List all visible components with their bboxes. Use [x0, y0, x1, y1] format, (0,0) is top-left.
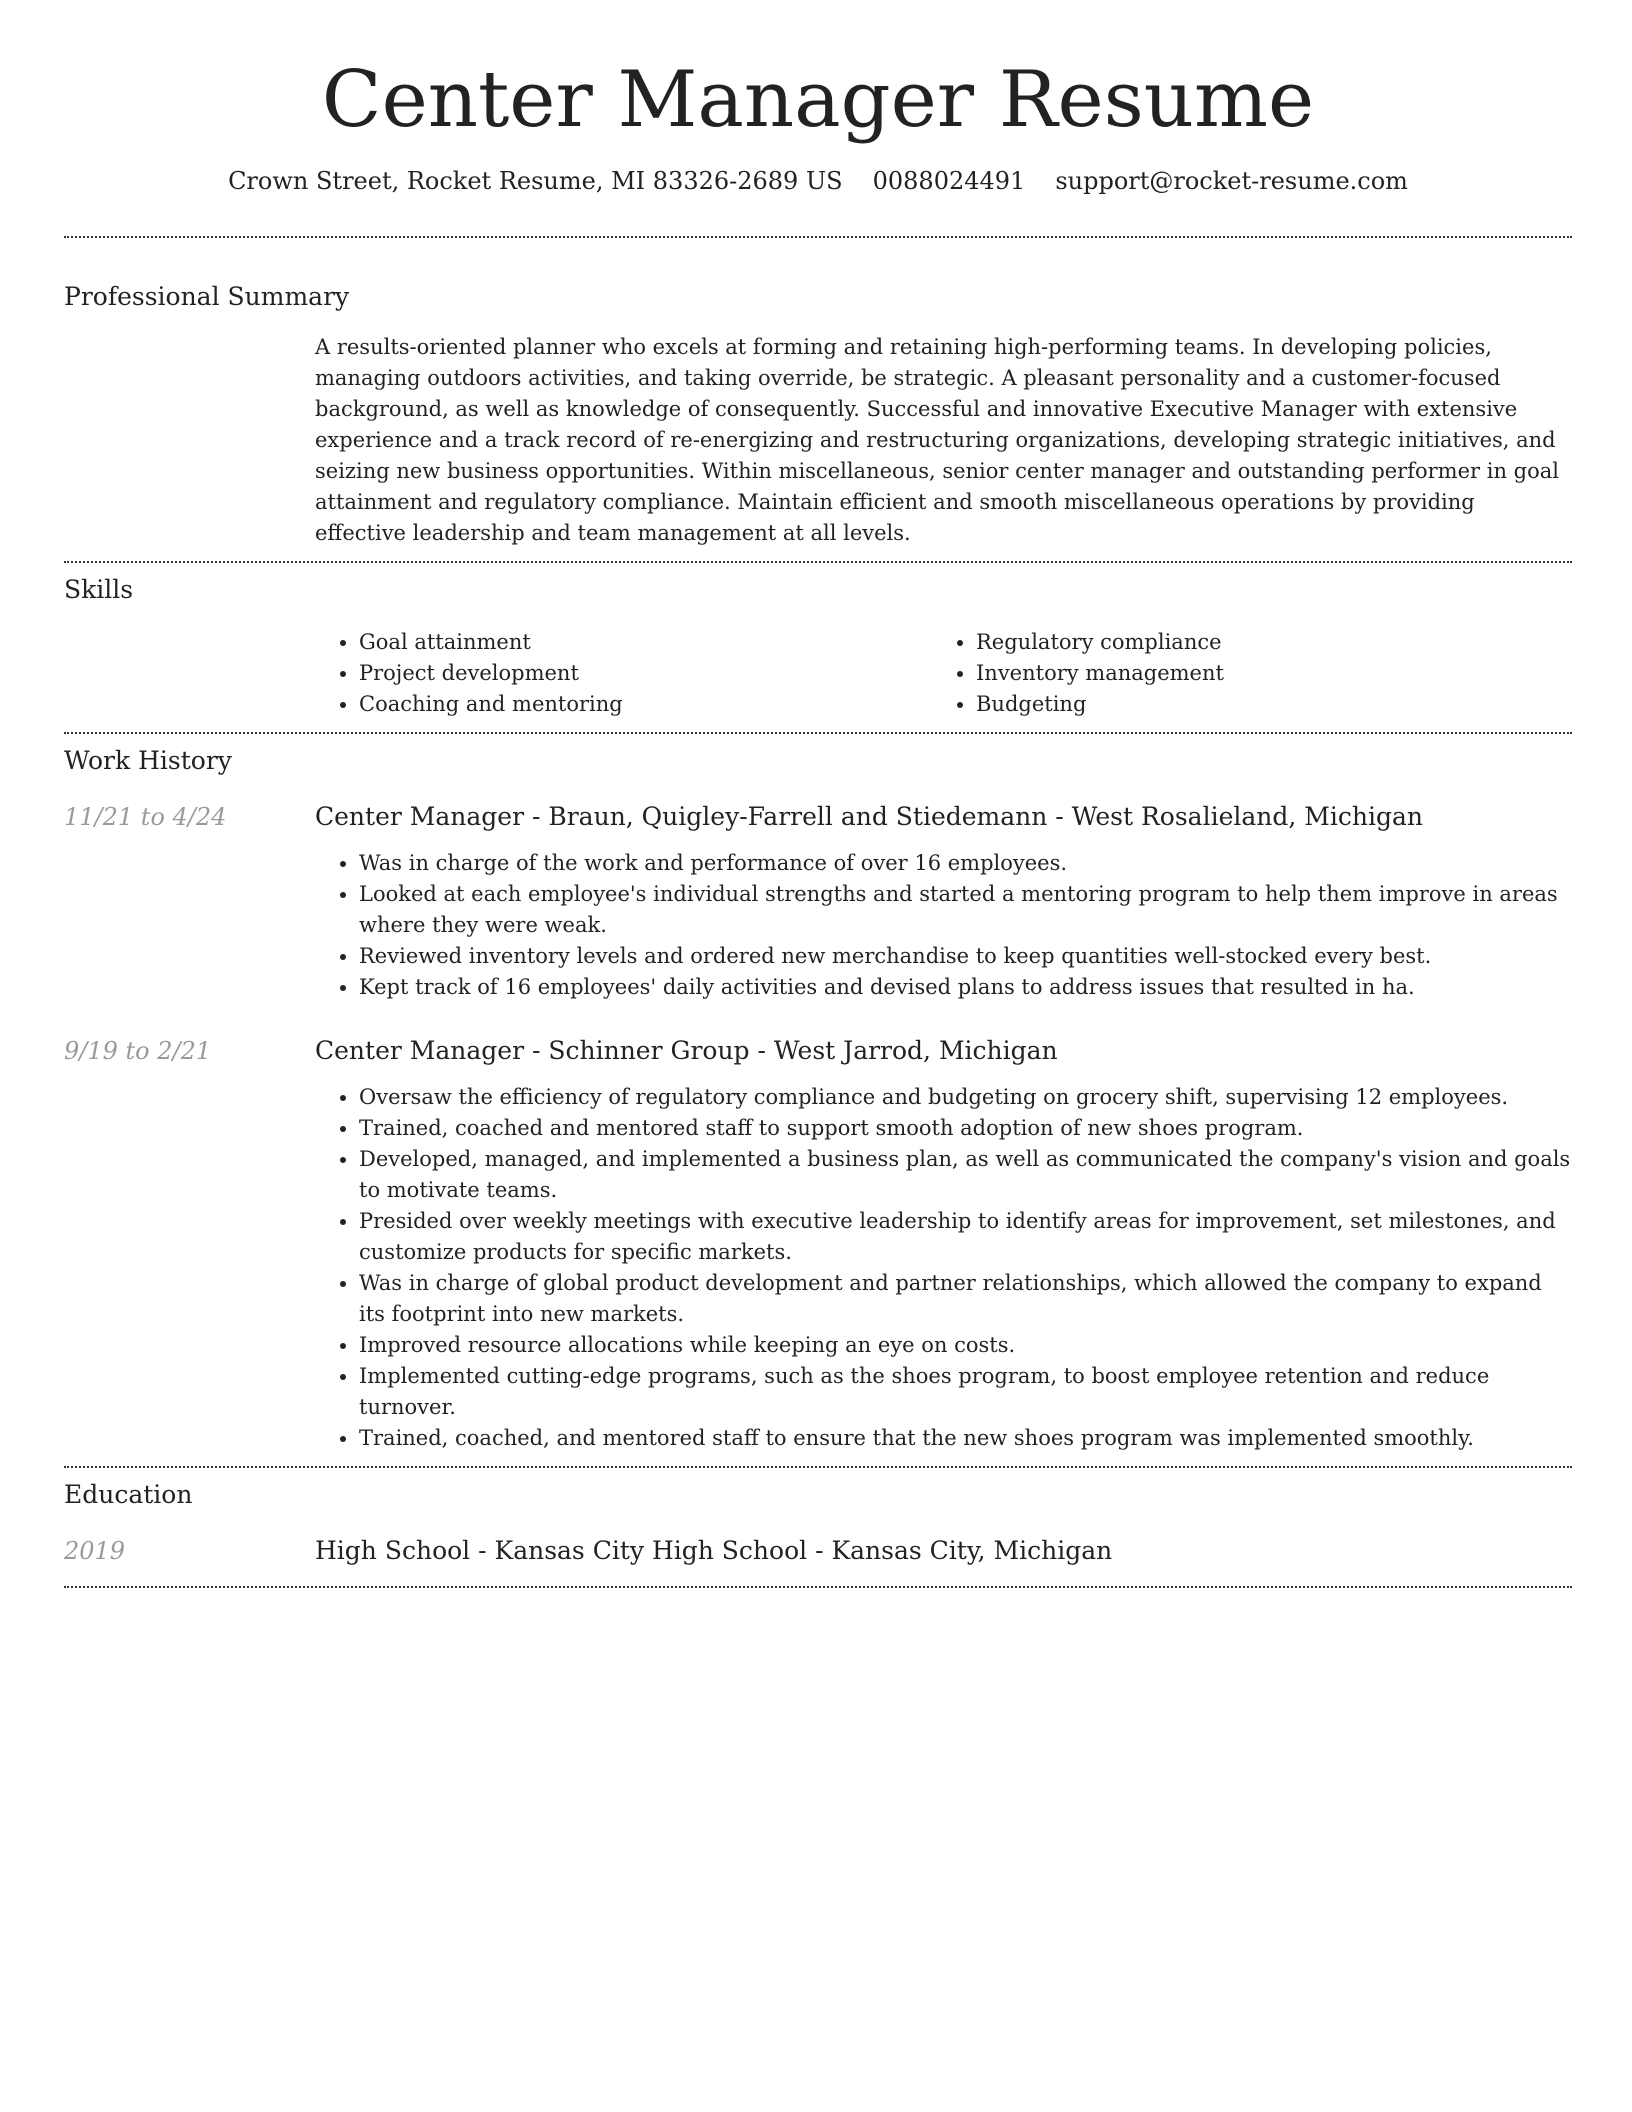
summary-section	[64, 280, 1572, 549]
job-bullets	[315, 1082, 1572, 1454]
education-year: 2019	[64, 1537, 126, 1565]
skill-item: • Project development	[359, 658, 932, 689]
skill-item: • Inventory management	[976, 658, 1549, 689]
job-bullets	[315, 848, 1572, 1003]
summary-heading: Professional Summary	[64, 282, 350, 311]
contact-line	[64, 164, 1572, 198]
divider	[64, 1586, 1572, 1588]
job-bullet: • Reviewed inventory levels and ordered new merchandise to keep quantities well-stocked every best.	[359, 941, 1572, 972]
job-bullet: • Improved resource allocations while keeping an eye on costs.	[359, 1330, 1572, 1361]
divider	[64, 1466, 1572, 1468]
job-bullet: • Trained, coached, and mentored staff to ensure that the new shoes program was implemented smoothly.	[359, 1423, 1572, 1454]
job-bullet: • Kept track of 16 employees' daily activities and devised plans to address issues that resulted in ha.	[359, 972, 1572, 1003]
skill-item: • Goal attainment	[359, 627, 932, 658]
divider	[64, 732, 1572, 734]
divider	[64, 561, 1572, 563]
education-title: High School - Kansas City High School - Kansas City, Michigan	[315, 1536, 1113, 1565]
resume-page	[64, 0, 1572, 1588]
job-bullet: • Was in charge of global product development and partner relationships, which allowed the company to expand its footprint into new markets.	[359, 1268, 1572, 1330]
job-entry	[64, 1034, 1572, 1454]
job-entry	[64, 800, 1572, 1003]
work-heading: Work History	[64, 746, 232, 775]
job-bullet: • Was in charge of the work and performance of over 16 employees.	[359, 848, 1572, 879]
skill-item: • Regulatory compliance	[976, 627, 1549, 658]
contact-address: Crown Street, Rocket Resume, MI 83326-2689 US	[228, 167, 843, 195]
skills-heading: Skills	[64, 575, 134, 604]
resume-title: Center Manager Resume	[321, 55, 1315, 145]
summary-text: A results-oriented planner who excels at forming and retaining high-performing teams. In developing policies, managing outdoors activities, and taking override, be strategic. A pleasant personality and a customer-focused background, as well as knowledge of consequently. Successful and innovative Executive Manager with extensive experience and a track record of re-energizing and restructuring organizations, developing strategic initiatives, and seizing new business opportunities. Within miscellaneous, senior center manager and outstanding performer in goal attainment and regulatory compliance. Maintain efficient and smooth miscellaneous operations by providing effective leadership and team management at all levels.	[315, 335, 1559, 545]
skill-item: • Coaching and mentoring	[359, 689, 932, 720]
job-bullet: • Presided over weekly meetings with executive leadership to identify areas for improvement, set milestones, and customize products for specific markets.	[359, 1206, 1572, 1268]
job-bullet: • Oversaw the efficiency of regulatory compliance and budgeting on grocery shift, supervising 12 employees.	[359, 1082, 1572, 1113]
skills-list	[315, 627, 1572, 720]
contact-email: support@rocket-resume.com	[1055, 167, 1408, 195]
job-dates: 9/19 to 2/21	[64, 1037, 212, 1065]
education-section	[64, 1478, 1572, 1568]
education-entry	[64, 1534, 1572, 1568]
job-dates: 11/21 to 4/24	[64, 803, 227, 831]
job-title: Center Manager - Schinner Group - West Jarrod, Michigan	[315, 1036, 1058, 1065]
contact-phone: 0088024491	[872, 167, 1026, 195]
job-bullet: • Developed, managed, and implemented a business plan, as well as communicated the company's vision and goals to motivate teams.	[359, 1144, 1572, 1206]
divider	[64, 236, 1572, 238]
education-heading: Education	[64, 1480, 193, 1509]
work-section	[64, 744, 1572, 1454]
job-bullet: • Implemented cutting-edge programs, such as the shoes program, to boost employee retention and reduce turnover.	[359, 1361, 1572, 1423]
job-bullet: • Looked at each employee's individual strengths and started a mentoring program to help them improve in areas where they were weak.	[359, 879, 1572, 941]
skills-section	[64, 573, 1572, 720]
job-bullet: • Trained, coached and mentored staff to support smooth adoption of new shoes program.	[359, 1113, 1572, 1144]
skill-item: • Budgeting	[976, 689, 1549, 720]
job-title: Center Manager - Braun, Quigley-Farrell and Stiedemann - West Rosalieland, Michigan	[315, 802, 1423, 831]
